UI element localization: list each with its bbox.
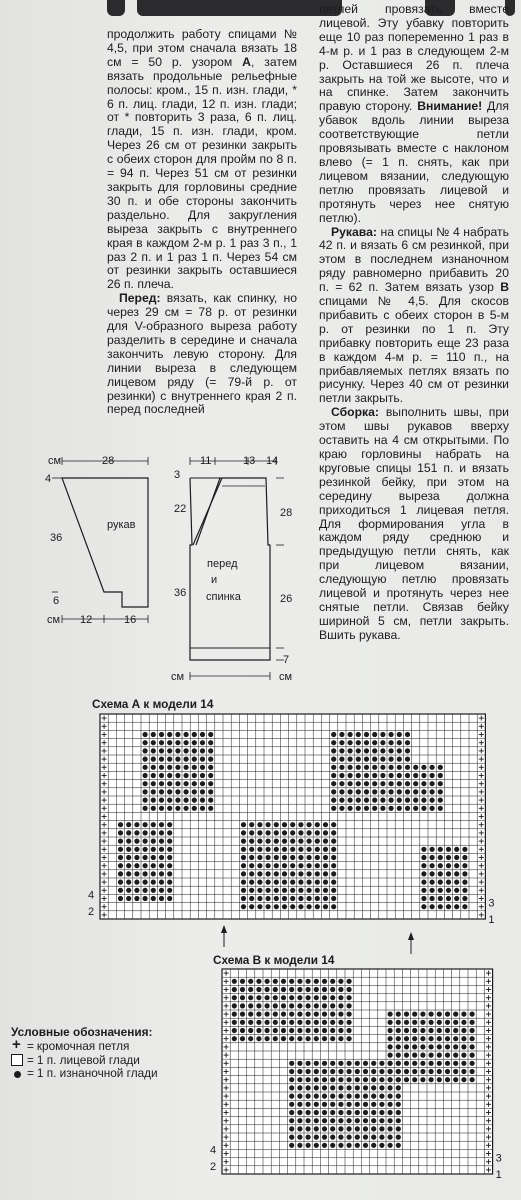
attention-heading: Внимание! [417,99,483,114]
body-side-left: 36 [174,587,187,599]
sleeve-top-offset: 4 [45,473,52,485]
pattern-letter: А [242,54,251,69]
text-run: спицами № 4,5. Для скосов прибавить с обеих сторон в 5-м р. от резинки по 1 п. Эту прибавку повторить еще 23 раза в каждом 4-м р. = 110 п., на прибавляемых петлях вязать по рисунку. Через 40 см от резинки петли закрыть. [319,294,509,406]
arrow-icon [408,932,414,940]
legend-title: Условные обозначения: [11,1025,153,1039]
sleeve-cuff: 6 [53,595,60,607]
body-unit-right: см [279,671,293,683]
body-top-mid: 13 [243,455,256,467]
arrow-icon [221,925,227,933]
text-run: на спицы № 4 набрать 42 п. и вязать 6 см резинкой, при этом в последнем изнаночном ряду равномерно прибавить 20 п. = 62 п. Затем вязать узор [319,224,509,295]
sleeve-bottom-left: 12 [80,614,93,626]
sleeve-top-width: 28 [102,455,115,467]
legend-text: 1 п. изнаночной глади [36,1066,158,1081]
legend-eq: = [27,1052,34,1067]
body-label-2: и [211,574,218,586]
section-heading: Перед: [119,291,161,306]
row-label: 2 [210,1160,217,1173]
body-top-small: 3 [174,469,181,481]
sleeve-unit-top: см [48,455,62,467]
legend-eq: = [27,1038,34,1053]
sleeve-unit-bottom: см [47,614,61,626]
section-heading: Рукава: [331,224,377,239]
schema-a-title: Схема А к модели 14 [92,697,214,711]
text-run: петлей провязать вместе лицевой. Эту убавку повторить еще 10 раз попеременно 1 раз в 4-м р. и 1 раз в следующем 2-м р. Оставшиеся 26 п. плеча закрыть на той же высоте, что и на спинке. Затем закончить правую сторону. [319,2,509,114]
body-label-1: перед [207,558,238,570]
section-heading: Сборка: [331,405,379,420]
schema-b-title: Схема В к модели 14 [213,953,335,967]
body-unit-bottom: см [171,671,185,683]
body-rib: 7 [283,654,290,666]
sleeve-bottom-right: 16 [124,614,137,626]
text-run: , затем вязать продольные рельефные полосы: кром., 15 п. изн. глади, * 6 п. лиц. глади, 12 п. изн. глади; от * повторить 3 раза, 6 п. лиц. глади, 15 п. изн. глади, кром. Через 26 см от резинки закрыть с обеих сторон для пройм по 8 п. = 94 п. Через 51 см от резинки закрыть для горловины средние 30 п. и обе стороны закончить раздельно. Для закругления выреза закрыть с внутреннего края в каждом 2-м р. 1 раз 3 п., 1 раз 2 п. и 1 раз 1 п. Через 54 см от резинки закрыть оставшиеся 26 п. плеча. [107,54,297,292]
text-run: продолжить работу спицами № 4,5, при этом сначала вязать 18 см = 50 р. узором [107,27,297,69]
row-label: 1 [495,1169,502,1182]
legend-text: кромочная петля [36,1038,130,1053]
body-armhole: 28 [280,507,293,519]
text-run: выполнить швы, при этом швы рукавов вверху оставить на 4 см открытыми. По краю горловины набрать на круговые спицы 151 п. и вязать резинкой бейку, при этом на середину выреза должна приходиться 1 лицевая петля. Для формирования угла в каждом ряду среднюю и предыдущую петли снять, как при лицевом вязании, следующую петлю провязать лицевой и протянуть через нее снятые петли. Связав бейку шириной 5 см, петли закрыть. Вшить рукава. [319,405,509,642]
row-label: 4 [210,1144,217,1157]
body-v-depth: 22 [174,503,187,515]
text-run: Для убавок вдоль линии выреза соответствующие петли провязывать вместе с наклоном влево (= 1 п. снять, как при лицевом вязании, следующую петлю провязать лицевой и протянуть через нее снятую петлю). [319,99,509,225]
row-label: 2 [88,905,95,918]
text-run: вязать, как спинку, но через 29 см = 78 р. от резинки для V-образного выреза работу разделить в середине и сначала закончить левую сторону. Для линии выреза в следующем лицевом ряду (= 79-й р. от резинки) с внутреннего края 2 п. перед последней [107,291,297,417]
row-label: 1 [488,914,495,927]
body-top-left: 11 [200,455,212,467]
body-top-right: 14 [266,455,279,467]
sleeve-label: рукав [107,519,136,531]
pattern-letter: В [500,280,509,295]
legend-text: 1 п. лицевой глади [36,1052,140,1067]
row-label: 3 [488,897,495,910]
body-side-right: 26 [280,593,293,605]
row-label: 3 [495,1152,502,1165]
row-label: 4 [88,889,95,902]
legend-eq: = [27,1066,34,1081]
sleeve-height: 36 [50,532,63,544]
body-label-3: спинка [206,591,241,603]
